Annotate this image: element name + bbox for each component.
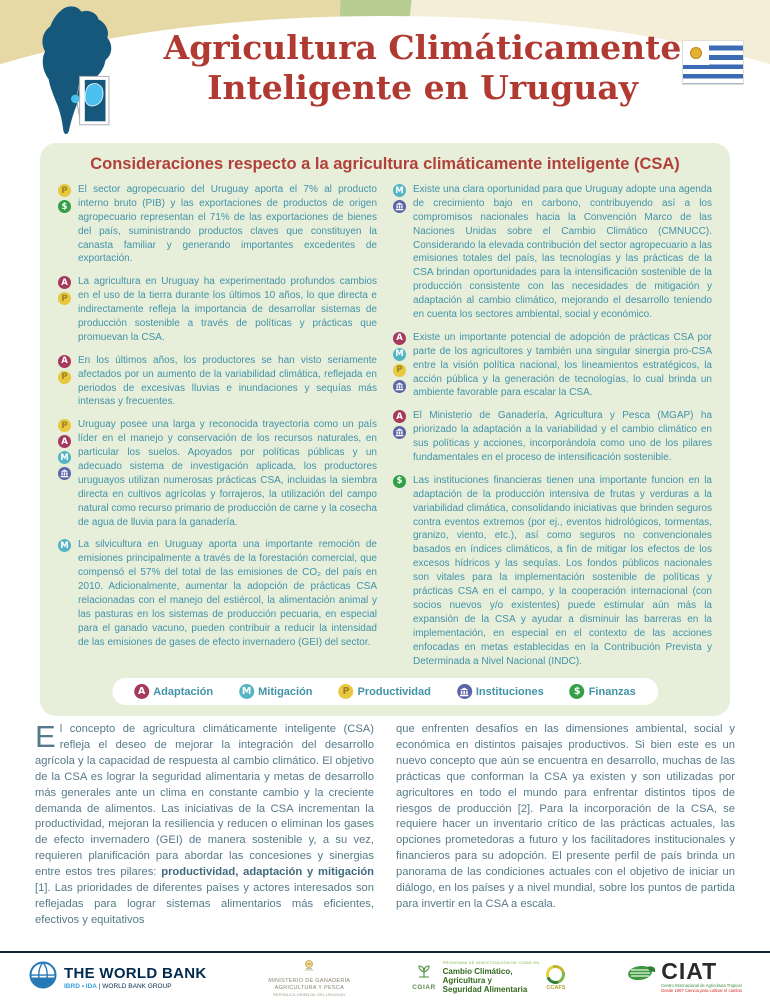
ccafs-program-line: PROGRAMA DE INVESTIGACIÓN DE CGIAR EN bbox=[442, 959, 540, 965]
page-title bbox=[150, 28, 695, 109]
consideration-item bbox=[58, 538, 377, 649]
consideration-item bbox=[58, 275, 377, 344]
flag-sun-icon bbox=[690, 47, 702, 59]
considerations-box bbox=[40, 143, 730, 716]
consideration-text: Existe un importante potencial de adopción de prácticas CSA por parte de los agricultores y también una singular sinergia pro-CSA entre la visión política nacional, los lineamientos estratégicos, la acción pública y la generación de tecnologías, lo cual brinda un ambiente favorable para escalar la CSA. bbox=[413, 331, 712, 399]
ministerio-name-line2: AGRICULTURA Y PESCA bbox=[274, 985, 345, 991]
consideration-text: Las instituciones financieras tienen una importante funcion en la adaptación de la producción intensiva de frutas y verduras a la variabilidad climática, consolidando iniciativas que brinden seguros contra eventos extremos (por ej., eventos hidrológicos, tormentas, granizo, viento, etc.), así como seguros no convencionales basados en índices climáticos, a fin de mitigar los efectos de los excesos hídricos y las sequías. Los fondos públicos nacionales son vitales para la implementación sostenible de políticas y prácticas CSA en el campo, y la cooperación internacional (con socios nuevos y/o existentes) puede estimular aún más la expansión de la CSA y ayudar a disminuir las barreras en la implementación, en especial en el contexto de las acciones enfocadas en metas establecidas en la Contribución Prevista y Determinada a Nivel Nacional (INDC). bbox=[413, 474, 712, 667]
consideration-text: Existe una clara oportunidad para que Uruguay adopte una agenda de crecimiento bajo en carbono, contribuyendo así a los compromisos nacionales hacia la Convención Marco de las Naciones Unidas sobre el Cambio Climático (CMNUCC). Considerando la elevada contribución del sector agropecuario a las emisiones totales del país, las tecnologías y las prácticas de la CSA brindan oportunidades para la intensificación sostenible de la producción consistente con las necesidades de mitigación y adaptación al cambio climático, mejorando el desarrollo teniendo en cuenta los sectores ambiental, social y económico. bbox=[413, 184, 712, 321]
adaptation-icon: A bbox=[58, 355, 71, 368]
ccafs-name-line1: Cambio Climático, bbox=[442, 966, 513, 976]
mitigation-icon: M bbox=[393, 348, 406, 361]
productivity-icon: P bbox=[339, 684, 354, 699]
page-header bbox=[0, 0, 770, 143]
intro-section bbox=[35, 719, 735, 929]
finance-icon: $ bbox=[393, 475, 406, 488]
south-america-map-icon bbox=[12, 4, 130, 142]
flag-canton bbox=[683, 41, 709, 65]
ministerio-tree-icon bbox=[302, 958, 316, 978]
mitigation-icon: M bbox=[58, 539, 71, 552]
intro-left-column bbox=[35, 719, 374, 929]
intro-text-end: [1]. Las prioridades de diferentes países y actores interesados son reflejadas para lograr sistemas alimentarios más eficientes, efectivos y equitativos bbox=[35, 882, 374, 926]
legend-item-instituciones bbox=[457, 684, 544, 699]
legend-label: Mitigación bbox=[258, 685, 313, 698]
considerations-columns bbox=[58, 183, 712, 677]
adaptation-icon: A bbox=[58, 435, 71, 448]
ministerio-logo bbox=[268, 958, 350, 997]
cgiar-name: CGIAR bbox=[412, 984, 436, 991]
consideration-item bbox=[393, 474, 712, 668]
productivity-icon: P bbox=[58, 292, 71, 305]
ciat-logo bbox=[627, 958, 742, 994]
finance-icon: $ bbox=[570, 684, 585, 699]
world-bank-group: | WORLD BANK GROUP bbox=[98, 982, 172, 990]
legend-label: Finanzas bbox=[588, 685, 636, 698]
productivity-icon: P bbox=[393, 364, 406, 377]
adaptation-icon: A bbox=[58, 276, 71, 289]
intro-text-start: l concepto de agricultura climáticamente inteligente (CSA) refleja el deseo de mejorar la integración del desarrollo agrícola y la capacidad de respuesta al cambio climático. El objetivo de la CSA es lograr la seguridad alimentaria y metas de desarrollo más generales ante un clima en constante cambio y la creciente demanda de alimentos. Las iniciativas de la CSA incrementan la productividad, mejoran la resiliencia y reducen o eliminan los gases de efecto invernadero (GEI) de manera sostenible y, a su vez, requieren planificación para abordar las concesiones y sinergias entre estos tres pilares: bbox=[35, 723, 374, 879]
institutions-icon bbox=[393, 426, 406, 439]
partner-logos-footer bbox=[0, 951, 770, 1000]
consideration-text: La agricultura en Uruguay ha experimentado profundos cambios en el uso de la tierra durante los últimos 10 años, lo que directa e indirectamente refleja la importancia de desarrollar sistemas de producción sostenible a través de políticas y prácticas que promuevan la CSA. bbox=[78, 276, 377, 343]
productivity-icon: P bbox=[58, 419, 71, 432]
cgiar-plant-icon bbox=[416, 964, 432, 983]
institutions-icon bbox=[393, 200, 406, 213]
institutions-icon bbox=[457, 684, 472, 699]
ccafs-ring-icon bbox=[543, 961, 568, 986]
consideration-item bbox=[58, 183, 377, 266]
consideration-text: El sector agropecuario del Uruguay aporta el 7% al producto interno bruto (PIB) y las exportaciones de productos de origen agropecuario representan el 71% de las exportaciones de bienes del país, suministrando productos claves que constituyen la canasta familiar y generando importantes excedentes de exportación. bbox=[78, 184, 377, 265]
consideration-item bbox=[393, 409, 712, 465]
consideration-item bbox=[58, 418, 377, 529]
cgiar-logo bbox=[412, 964, 435, 991]
ccafs-name-line2: Agricultura y bbox=[442, 975, 492, 985]
consideration-text: En los últimos años, los productores se han visto seriamente afectados por un aumento de la variabilidad climática, reflejada en periodos de excesivas lluvias e inundaciones y sequías más intensas y frecuentes. bbox=[78, 354, 377, 408]
ministerio-name-line3: REPÚBLICA ORIENTAL DEL URUGUAY bbox=[273, 991, 346, 997]
institutions-icon bbox=[393, 380, 406, 393]
legend-item-finanzas bbox=[570, 684, 636, 699]
ciat-leaf-icon bbox=[627, 964, 657, 991]
ccafs-logo-group bbox=[412, 961, 565, 994]
uruguay-flag-icon bbox=[682, 40, 744, 85]
considerations-left-column bbox=[58, 183, 377, 677]
mitigation-icon: M bbox=[239, 684, 254, 699]
ministerio-name-line1: MINISTERIO DE GANADERÍA bbox=[268, 978, 351, 985]
legend-item-adaptacion bbox=[134, 684, 213, 699]
ccafs-acronym: CCAFS bbox=[546, 984, 566, 991]
ciat-name: CIAT bbox=[661, 958, 718, 985]
consideration-text: La silvicultura en Uruguay aporta una importante remoción de emisiones principalmente a través de la forestación comercial, que compensó el 57% del total de las emisiones de CO₂ del país en 2010. Adicionalmente, aumentar la adopción de prácticas CSA relacionadas con el manejo del estiércol, la alimentación animal y las pasturas en los sistemas de producción pecuaria, en especial para el ganado vacuno, pueden contribuir a reducir la intensidad de las emisiones de gases de efecto invernadero (GEI) del sector. bbox=[78, 539, 377, 648]
consideration-item bbox=[58, 354, 377, 410]
adaptation-icon: A bbox=[393, 332, 406, 345]
legend-label: Adaptación bbox=[153, 685, 214, 698]
mitigation-icon: M bbox=[393, 184, 406, 197]
consideration-item bbox=[393, 331, 712, 400]
category-legend bbox=[112, 678, 658, 705]
finance-icon: $ bbox=[58, 200, 71, 213]
productivity-icon: P bbox=[58, 184, 71, 197]
considerations-title: Consideraciones respecto a la agricultura climáticamente inteligente (CSA) bbox=[90, 155, 680, 173]
institutions-icon bbox=[58, 467, 71, 480]
intro-right-column bbox=[396, 722, 735, 929]
world-bank-logo bbox=[28, 960, 207, 995]
consideration-text: El Ministerio de Ganadería, Agricultura y Pesca (MGAP) ha priorizado la adaptación a la variabilidad y el cambio climático en sus políticas y acciones, incorporándola como uno de los pilares fundamentales en el proceso de intensificación sostenible. bbox=[413, 410, 712, 464]
considerations-right-column bbox=[393, 183, 712, 677]
world-bank-globe-icon bbox=[28, 960, 58, 995]
ciat-subtitle: Centro Internacional de Agricultura Tropical bbox=[661, 983, 742, 989]
world-bank-ibrd-ida: IBRD • IDA bbox=[64, 982, 97, 990]
intro-text-pillars: productividad, adaptación y mitigación bbox=[161, 866, 374, 879]
dropcap: E bbox=[35, 719, 56, 754]
ciat-tagline: Desde 1967 Ciencia para cultivar el cambio bbox=[661, 988, 742, 994]
legend-label: Productividad bbox=[357, 685, 431, 698]
consideration-text: Uruguay posee una larga y reconocida trayectoria como un país líder en el manejo y conservación de los recursos naturales, en particular los suelos. Apoyados por políticas públicas y un adecuado sistema de investigación aplicada, los productores uruguayos utilizan numerosas prácticas CSA, incluidas la siembra directa en cultivos agrícolas y forrajeros, la utilización del campo natural como recurso primario de producción de carne y la cosecha de agua de lluvia para la ganadería. bbox=[78, 419, 377, 528]
ccafs-name-line3: Seguridad Alimentaria bbox=[442, 984, 528, 994]
legend-label: Instituciones bbox=[475, 685, 544, 698]
productivity-icon: P bbox=[58, 371, 71, 384]
mitigation-icon: M bbox=[58, 451, 71, 464]
intro-text-right: que enfrenten desafíos en las dimensiones ambiental, social y económica en distintos paisajes productivos. Si bien este es un nuevo concepto que aún se encuentra en desarrollo, muchas de las prácticas que conforman la CSA ya existen y son utilizadas por agricultores en todo el mundo para enfrentar distintos tipos de riesgos de producción [2]. Para la incorporación de la CSA, se requiere hacer un inventario crítico de las prácticas actuales, las opciones prometedoras a futuro y los facilitadores institucionales y financieros para su adopción. El presente perfil de país brinda un panorama de las condiciones actuales con el objetivo de iniciar un diálogo, en los países y a nivel mundial, sobre los puntos de partida para invertir en la CSA a escala. bbox=[396, 723, 735, 910]
consideration-item bbox=[393, 183, 712, 322]
world-bank-name: THE WORLD BANK bbox=[64, 964, 207, 982]
legend-item-productividad bbox=[339, 684, 431, 699]
page-title-line1: Agricultura Climáticamente bbox=[163, 28, 682, 67]
adaptation-icon: A bbox=[134, 684, 149, 699]
page-title-line2: Inteligente en Uruguay bbox=[207, 68, 638, 108]
adaptation-icon: A bbox=[393, 410, 406, 423]
legend-item-mitigacion bbox=[239, 684, 312, 699]
